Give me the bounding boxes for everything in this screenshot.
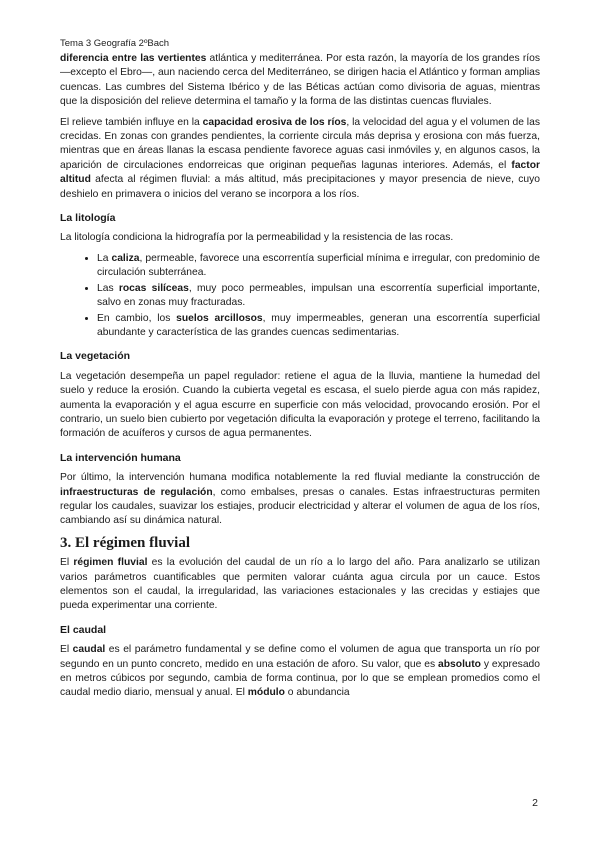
bullet-list-rocas	[60, 252, 540, 340]
text-run: es el parámetro fundamental y se define como el volumen de agua que transporta un río por segundo en un punto concreto, medido en una estación de aforo. Su valor, que es	[60, 644, 540, 670]
text-run: afecta al régimen fluvial: a más altitud, más precipitaciones y mayor presencia de nieve, cuyo deshielo en primavera o inicios del verano se incorpora a los ríos.	[60, 174, 540, 200]
paragraph-regimen	[60, 556, 540, 614]
paragraph-caudal	[60, 643, 540, 701]
text-run: , como embalses, presas o canales. Estas infraestructuras permiten regular los caudales, suavizar los estiajes, producir electricidad y alterar el volumen de agua de los ríos, cambiando así su dinámica natural.	[60, 486, 540, 527]
heading-intervencion: La intervención humana	[60, 451, 181, 464]
text-run: La	[97, 252, 112, 264]
bold-term: caudal	[72, 644, 106, 656]
heading-litologia: La litología	[60, 212, 116, 225]
text-run: es la evolución del caudal de un río a lo largo del año. Para analizarlo se utilizan varios parámetros cuantificables que permiten valorar cuánta agua circula por un cauce. Estos elementos son el caudal, la irregularidad, las variaciones estacionales y las crecidas y estiajes que pueda experimentar una corriente.	[60, 557, 540, 612]
bold-term: absoluto	[438, 658, 481, 670]
document-body	[60, 52, 540, 707]
text-run: Las	[97, 282, 119, 294]
bold-term: caliza	[111, 252, 140, 264]
text-run: El	[60, 644, 73, 656]
list-item	[97, 282, 540, 311]
text-run: , muy impermeables, generan una escorrentía superficial abundante y característica de las grandes cuencas sedimentarias.	[97, 312, 540, 338]
page-number: 2	[532, 797, 538, 809]
text-run: atlántica y mediterránea. Por esta razón, la mayoría de los grandes ríos —excepto el Ebro—, aun naciendo cerca del Mediterráneo, se dirigen hacia el Atlántico y forman amplias cuencas. Las cumbres del Sistema Ibérico y de las Béticas actúan como divisoria de aguas, mientras que la disposición del relieve determina el tamaño y la forma de las distintas cuencas fluviales.	[60, 53, 540, 108]
list-item	[97, 252, 540, 281]
text-run: El relieve también influye en la	[60, 116, 203, 128]
text-run: , muy poco permeables, impulsan una escorrentía superficial importante, salvo en zonas muy fracturadas.	[97, 282, 540, 309]
section-title: 3. El régimen fluvial	[60, 534, 190, 551]
text-run: y expresado en metros cúbicos por segundo, cambia de forma continua, por lo que se emplean promedios como el caudal medio diario, mensual y anual. El	[60, 658, 540, 699]
bold-term: factor altitud	[60, 159, 540, 186]
text-run: o abundancia	[284, 687, 350, 699]
paragraph-litologia: La litología condiciona la hidrografía por la permeabilidad y la resistencia de las rocas.	[60, 232, 454, 244]
list-item	[97, 312, 540, 341]
heading-vegetacion: La vegetación	[60, 350, 131, 363]
heading-caudal: El caudal	[60, 623, 107, 636]
bold-term: rocas silíceas	[118, 282, 189, 294]
bold-term: módulo	[247, 687, 285, 699]
page-header: Tema 3 Geografía 2ºBach	[60, 38, 170, 49]
text-run: , permeable, favorece una escorrentía superficial mínima e irregular, con predominio de circulación subterránea.	[97, 252, 540, 279]
paragraph-intervencion	[60, 471, 540, 529]
paragraph-vegetacion: La vegetación desempeña un papel regulador: retiene el agua de la lluvia, mantiene la humedad del suelo y reduce la erosión. Cuando la cubierta vegetal es escasa, el suelo pierde agua con más rapidez, aumenta la evaporación y el agua escurre en superficie con más velocidad, provocando erosión. Por el contrario, un suelo bien cubierto por vegetación dificulta la evaporación y protege el terreno, facilitando la formación de acuíferos y cursos de agua permanentes.	[60, 370, 540, 440]
bold-term: infraestructuras de regulación	[60, 486, 213, 498]
text-run: El	[60, 557, 74, 569]
text-run: , la velocidad del agua y el volumen de las crecidas. En zonas con grandes pendientes, la corriente circula más deprisa y erosiona con más fuerza, mientras que en áreas llanas la escasa pendiente favorece aguas casi inmóviles y, en algunos casos, la aparición de circulaciones endorreicas que originan pequeñas lagunas interiores. Además, el	[60, 116, 540, 171]
paragraph-vertientes	[60, 52, 540, 110]
bold-term: suelos arcillosos	[176, 312, 263, 324]
bold-term: capacidad erosiva de los ríos	[202, 116, 347, 128]
bold-term: diferencia entre las vertientes	[60, 53, 207, 64]
bold-term: régimen fluvial	[73, 557, 148, 569]
text-run: En cambio, los	[97, 312, 177, 324]
text-run: Por último, la intervención humana modifica notablemente la red fluvial mediante la construcción de	[60, 472, 540, 484]
paragraph-relieve	[60, 116, 540, 202]
